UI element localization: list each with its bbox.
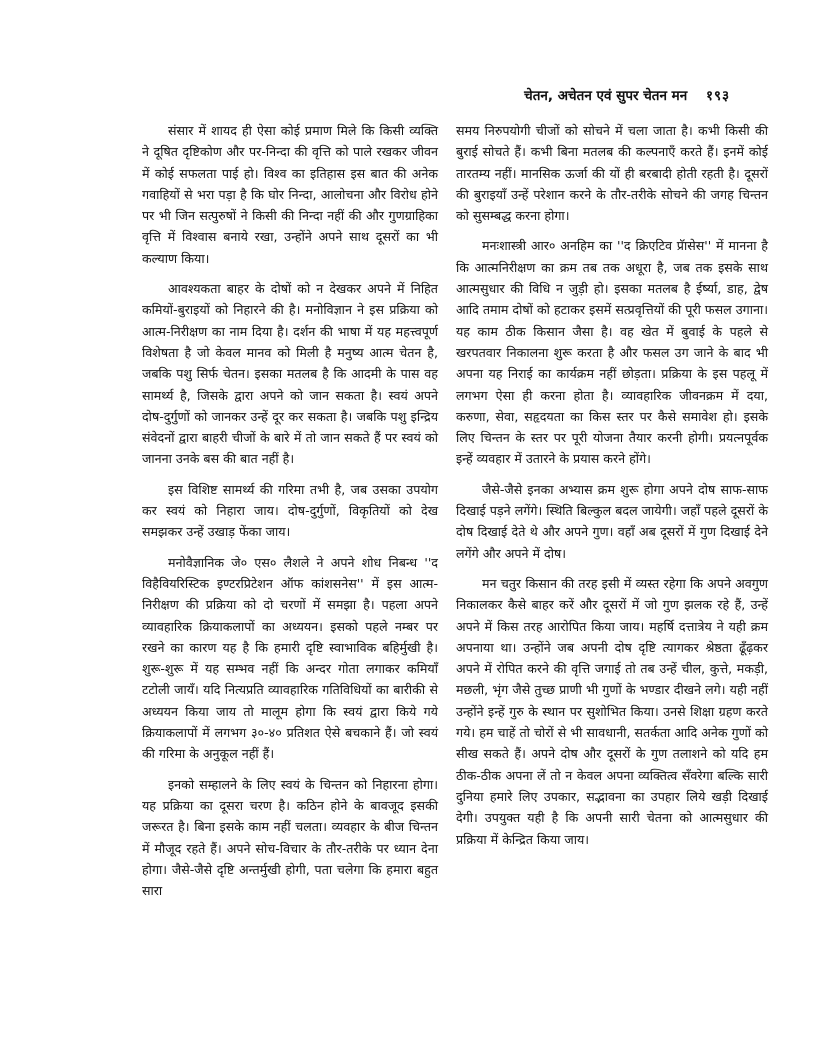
- paragraph: आवश्यकता बाहर के दोषों को न देखकर अपने में निहित कमियों-बुराइयों को निहारने की है। मनोविज्ञान ने इस प्रक्रिया को आत्म-निरीक्षण का नाम दिया है। दर्शन की भाषा में यह महत्त्वपूर्ण विशेषता है जो केवल मानव को मिली है मनुष्य आत्म चेतन है, जबकि पशु सिर्फ चेतन। इसका मतलब है कि आदमी के पास वह सामर्थ्य है, जिसके द्वारा अपने को जान सकता है। स्वयं अपने दोष-दुर्गुणों को जानकर उन्हें दूर कर सकता है। जबकि पशु इन्द्रिय संवेदनों द्वारा बाहरी चीजों के बारे में तो जान सकते हैं पर स्वयं को जानना उनके बस की बात नहीं है।: [142, 281, 438, 467]
- running-header: [524, 86, 730, 104]
- paragraph: मनोवैज्ञानिक जे० एस० लैशले ने अपने शोध निबन्ध ''द विहैवियरिस्टिक इण्टरप्रिटेशन ऑफ कांशसनेस'' में इस आत्म-निरीक्षण की प्रक्रिया को दो चरणों में समझा है। पहला अपने व्यावहारिक क्रियाकलापों का अध्ययन। इसको पहले नम्बर पर रखने का कारण यह है कि हमारी दृष्टि स्वाभाविक बहिर्मुखी है। शुरू-शुरू में यह सम्भव नहीं कि अन्दर गोता लगाकर कमियाँ टटोली जायँ। यदि नित्यप्रति व्यावहारिक गतिविधियों का बारीकी से अध्ययन किया जाय तो मालूम होगा कि स्वयं द्वारा किये गये क्रियाकलापों में लगभग ३०-४० प्रतिशत ऐसे बचकाने हैं। जो स्वयं की गरिमा के अनुकूल नहीं हैं।: [142, 554, 438, 762]
- paragraph: इस विशिष्ट सामर्थ्य की गरिमा तभी है, जब उसका उपयोग कर स्वयं को निहारा जाय। दोष-दुर्गुणों, विकृतियों को देख समझकर उन्हें उखाड़ फेंका जाय।: [142, 481, 438, 540]
- paragraph: जैसे-जैसे इनका अभ्यास क्रम शुरू होगा अपने दोष साफ-साफ दिखाई पड़ने लगेंगे। स्थिति बिल्कुल बदल जायेगी। जहाँ पहले दूसरों के दोष दिखाई देते थे और अपने गुण। वहाँ अब दूसरों में गुण दिखाई देने लगेंगे और अपने में दोष।: [456, 481, 768, 561]
- paragraph: मनःशास्त्री आर० अनहिम का ''द क्रिएटिव प्रॅासेस'' में मानना है कि आत्मनिरीक्षण का क्रम तब तक अधूरा है, जब तक इसके साथ आत्मसुधार की विधि न जुड़ी हो। इसका मतलब है ईर्ष्या, डाह, द्वेष आदि तमाम दोषों को हटाकर इसमें सत्प्रवृत्तियों की पूरी फसल उगाना। यह काम ठीक किसान जैसा है। वह खेत में बुवाई के पहले से खरपतवार निकालना शुरू करता है और फसल उग जाने के बाद भी अपना यह निराई का कार्यक्रम नहीं छोड़ता। प्रक्रिया के इस पहलू में लगभग ऐसा ही करना होता है। व्यावहारिक जीवनक्रम में दया, करुणा, सेवा, सहृदयता का किस स्तर पर कैसे समावेश हो। इसके लिए चिन्तन के स्तर पर पूरी योजना तैयार करनी होगी। प्रयत्नपूर्वक इन्हें व्यवहार में उतारने के प्रयास करने होंगे।: [456, 238, 768, 467]
- paragraph: इनको सम्हालने के लिए स्वयं के चिन्तन को निहारना होगा। यह प्रक्रिया का दूसरा चरण है। कठिन होने के बावजूद इसकी जरूरत है। बिना इसके काम नहीं चलता। व्यवहार के बीज चिन्तन में मौजूद रहते हैं। अपने सोच-विचार के तौर-तरीके पर ध्यान देना होगा। जैसे-जैसे दृष्टि अन्तर्मुखी होगी, पता चलेगा कि हमारा बहुत सारा: [142, 776, 438, 899]
- paragraph: संसार में शायद ही ऐसा कोई प्रमाण मिले कि किसी व्यक्ति ने दूषित दृष्टिकोण और पर-निन्दा की वृत्ति को पाले रखकर जीवन में कोई सफलता पाई हो। विश्व का इतिहास इस बात की अनेक गवाहियों से भरा पड़ा है कि घोर निन्दा, आलोचना और विरोध होने पर भी जिन सत्पुरुषों ने किसी की निन्दा नहीं की और गुणग्राहिका वृत्ति में विश्वास बनाये रखा, उन्होंने अपने साथ दूसरों का भी कल्याण किया।: [142, 123, 438, 266]
- paragraph: मन चतुर किसान की तरह इसी में व्यस्त रहेगा कि अपने अवगुण निकालकर कैसे बाहर करें और दूसरों में जो गुण झलक रहे हैं, उन्हें अपने में किस तरह आरोपित किया जाय। महर्षि दत्तात्रेय ने यही क्रम अपनाया था। उन्होंने जब अपनी दोष दृष्टि त्यागकर श्रेष्ठता ढूँढ़कर अपने में रोपित करने की वृत्ति जगाई तो तब उन्हें चील, कुत्ते, मकड़ी, मछली, भृंग जैसे तुच्छ प्राणी भी गुणों के भण्डार दीखने लगे। यही नहीं उन्होंने इन्हें गुरु के स्थान पर सुशोभित किया। उनसे शिक्षा ग्रहण करते गये। हम चाहें तो चोरों से भी सावधानी, सतर्कता आदि अनेक गुणों को सीख सकते हैं। अपने दोष और दूसरों के गुण तलाशने को यदि हम ठीक-ठीक अपना लें तो न केवल अपना व्यक्तित्व सँवरेगा बल्कि सारी दुनिया हमारे लिए उपकार, सद्भावना का उपहार लिये खड़ी दिखाई देगी। उपयुक्त यही है कि अपनी सारी चेतना को आत्मसुधार की प्रक्रिया में केन्द्रित किया जाय।: [456, 575, 768, 847]
- paragraph: समय निरुपयोगी चीजों को सोचने में चला जाता है। कभी किसी की बुराई सोचते हैं। कभी बिना मतलब की कल्पनाएँ करते हैं। इनमें कोई तारतम्य नहीं। मानसिक ऊर्जा की यों ही बरबादी होती रहती है। दूसरों की बुराइयाँ उन्हें परेशान करने के तौर-तरीके सोचने की जगह चिन्तन को सुसम्बद्ध करना होगा।: [456, 123, 768, 224]
- right-column: [456, 120, 768, 859]
- header-title: चेतन, अचेतन एवं सुपर चेतन मन: [524, 88, 688, 104]
- page-number: १९३: [705, 88, 730, 104]
- left-column: [142, 120, 438, 910]
